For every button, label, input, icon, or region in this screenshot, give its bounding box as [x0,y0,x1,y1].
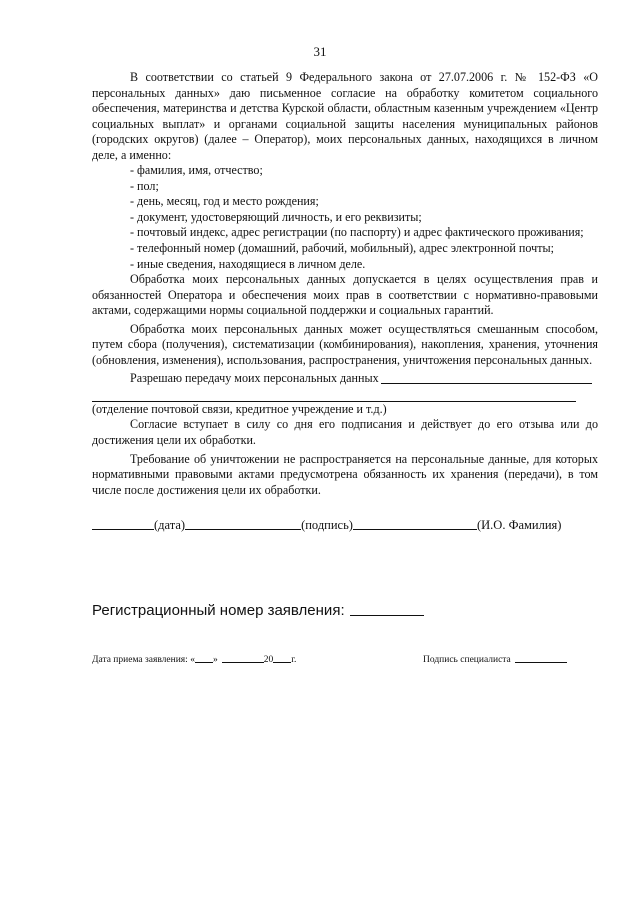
application-year-suffix: г. [291,655,297,665]
transfer-recipient-field[interactable] [381,382,592,384]
registration-number-label: Регистрационный номер заявления: [92,602,345,619]
application-date-mid: » [212,655,218,665]
signature-row [92,518,592,533]
transfer-note: (отделение почтовой связи, кредитное учреждение и т.д.) [92,401,387,416]
data-list-item: - фамилия, имя, отчество; [130,163,263,178]
transfer-permission-label: Разрешаю передачу моих персональных данных [130,371,379,386]
data-list-item: - телефонный номер (домашний, рабочий, мобильный), адрес электронной почты; [130,241,554,256]
specialist-signature-label: Подпись специалиста [423,655,511,665]
specialist-signature-row [423,655,567,665]
application-year-prefix: 20 [263,655,274,665]
application-date-row [92,655,296,665]
date-label: (дата) [154,518,186,532]
full-name-label: (И.О. Фамилия) [476,518,562,532]
destruction-exception-paragraph: Требование об уничтожении не распространяется на персональные данные, для которых нормативными правовыми актами предусмотрена обязанность их хранения (передачи), в том числе после достижения цели их обработки. [92,451,598,497]
signature-field[interactable] [185,528,301,530]
specialist-signature-field[interactable] [515,661,567,663]
data-list-item: - почтовый индекс, адрес регистрации (по паспорту) и адрес фактического проживания; [130,225,584,240]
transfer-permission-line [92,371,598,387]
registration-number-field[interactable] [350,614,424,616]
validity-paragraph: Согласие вступает в силу со дня его подписания и действует до его отзыва или до достижения цели их обработки. [92,417,598,448]
data-list-item: - иные сведения, находящиеся в личном деле. [130,256,366,271]
transfer-recipient-field-continued[interactable] [92,387,576,402]
data-list-item: - пол; [130,178,159,193]
data-list-item: - день, месяц, год и место рождения; [130,194,319,209]
data-list-item: - документ, удостоверяющий личность, и его реквизиты; [130,209,422,224]
consent-body [92,70,598,498]
application-year-field[interactable] [273,661,291,663]
registration-number-row [92,602,424,619]
application-month-field[interactable] [222,661,264,663]
date-field[interactable] [92,528,154,530]
consent-intro-paragraph: В соответствии со статьей 9 Федерального закона от 27.07.2006 г. № 152-ФЗ «О персональных данных» даю письменное согласие на обработку комитетом социального обеспечения, материнства и детства Курской области, областным казенным учреждением «Центр социальных выплат» и органами социальной защиты населения муниципальных районов (городских округов) (далее – Оператор), моих персональных данных, находящихся в личном деле, а именно: [92,70,598,162]
page-number: 31 [313,44,327,59]
signature-label: (подпись) [301,518,353,532]
application-date-prefix: Дата приема заявления: « [92,655,195,665]
full-name-field[interactable] [353,528,477,530]
processing-purpose-paragraph: Обработка моих персональных данных допускается в целях осуществления прав и обязанностей Оператора и обеспечения моих прав в соответствии с нормативно-правовыми актами, содержащими нормы социальной поддержки и социальных гарантий. [92,272,598,318]
processing-methods-paragraph: Обработка моих персональных данных может осуществляться смешанным способом, путем сбора (получения), систематизации (комбинирования), накопления, хранения, уточнения (обновления, изменения), использования, распространения, уничтожения персональных данных. [92,321,598,367]
application-day-field[interactable] [195,661,213,663]
